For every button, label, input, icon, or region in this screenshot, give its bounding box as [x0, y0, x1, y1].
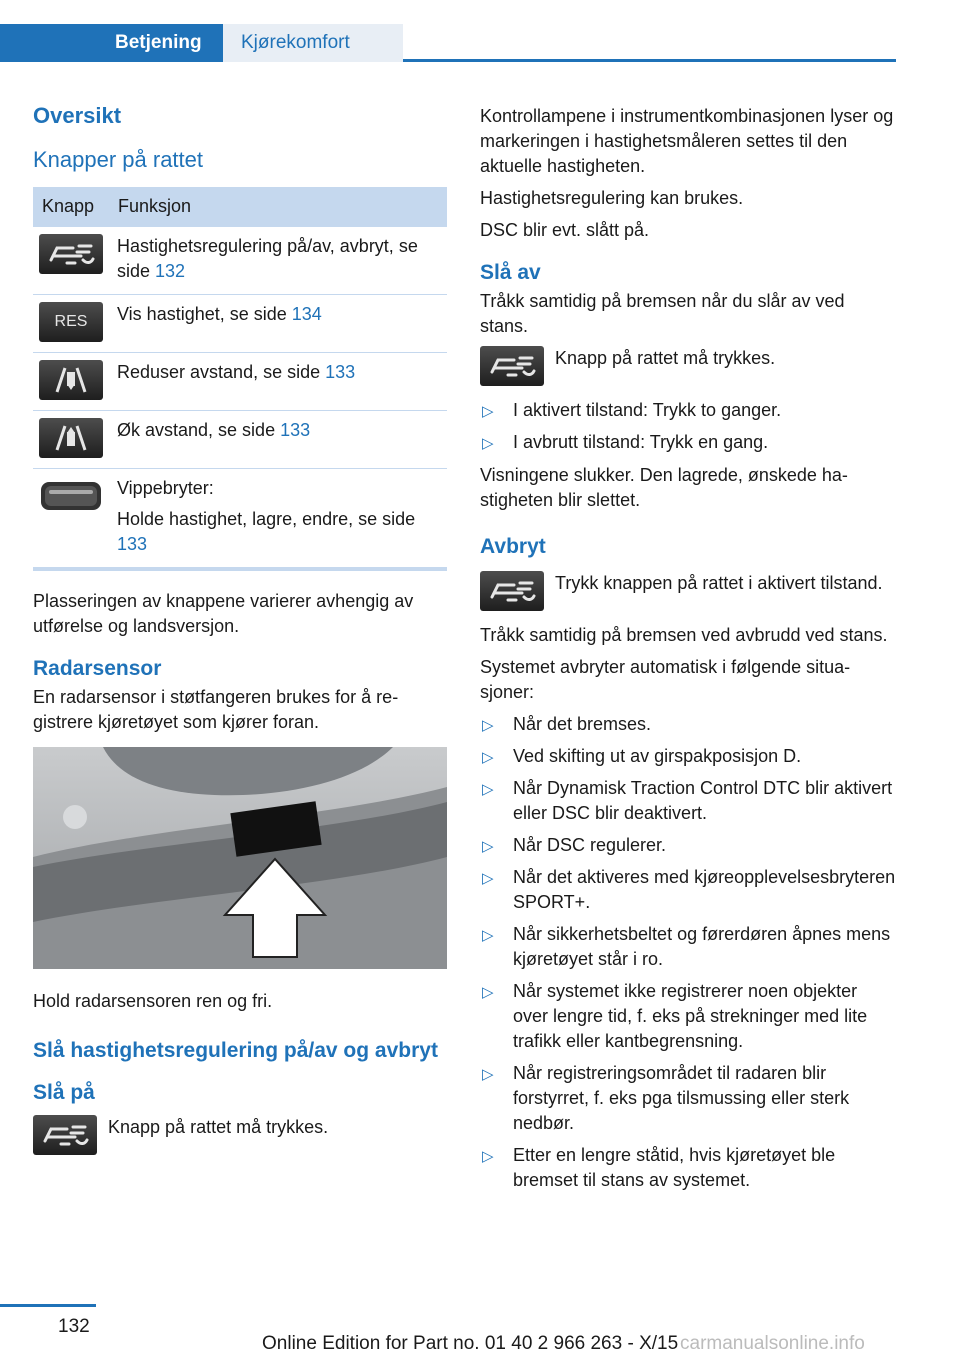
- cancel-auto-text: Systemet avbryter automatisk i følgende situasjoner:: [480, 657, 851, 702]
- header-tabs: [0, 24, 896, 62]
- cruise-control-icon: [39, 234, 103, 274]
- table-row: [33, 352, 447, 410]
- list-item: ▷ Når det aktiveres med kjøreopplevelsesbryteren SPORT+.: [482, 867, 896, 912]
- table-row: [33, 226, 447, 294]
- turn-off-list: [480, 398, 896, 455]
- reduce-distance-icon: [39, 360, 103, 400]
- list-item: ▷ Ved skifting ut av girspakposisjon D.: [480, 744, 896, 769]
- triangle-bullet-icon: ▷: [482, 838, 494, 855]
- table-cell: Reduser avstand, se side 133: [115, 352, 447, 410]
- list-item: ▷ Når sikkerhetsbeltet og førerdøren åpnes mens kjøretøyet står i ro.: [482, 924, 891, 969]
- turn-off-row: [480, 346, 896, 386]
- list-item: ▷ Når DSC regulerer.: [480, 833, 896, 858]
- cruise-control-icon: [33, 1115, 97, 1155]
- edition-note: Online Edition for Part no. 01 40 2 966 263 - X/15: [262, 1333, 679, 1354]
- radar-text: En radarsensor i støtfangeren brukes for å registrere kjøretøyet som kjører foran.: [33, 686, 399, 732]
- page-number: 132: [58, 1316, 90, 1337]
- turn-off-heading: Slå av: [480, 261, 541, 284]
- triangle-bullet-icon: ▷: [482, 1066, 494, 1083]
- table-cell: Øk avstand, se side 133: [115, 410, 447, 468]
- cruise-control-icon: [480, 346, 544, 386]
- column-header-knapp: Knapp: [33, 187, 115, 226]
- turn-off-icon-text: Knapp på rattet må trykkes.: [555, 348, 776, 368]
- list-item: ▷ Når registreringsområdet til radaren blir forstyrret, f. eks pga tilsmussing eller sterk nedbør.: [482, 1063, 850, 1133]
- triangle-bullet-icon: ▷: [482, 781, 494, 798]
- indicator-text: Kontrollampene i instrumentkombinasjonen lyser og markeringen i hastighetsmåleren settes til den aktuelle hastigheten.: [480, 106, 894, 176]
- cruise-control-icon: [480, 571, 544, 611]
- turn-on-row: [33, 1115, 447, 1155]
- res-button-icon: RES: [39, 302, 103, 342]
- increase-distance-icon: [39, 418, 103, 458]
- table-row: [33, 468, 447, 569]
- placement-note: Plasseringen av knappene varierer avhengig av utførelse og landsversjon.: [33, 590, 414, 636]
- table-row: [33, 294, 447, 352]
- triangle-bullet-icon: ▷: [482, 717, 494, 734]
- cancel-list: [480, 712, 896, 1193]
- list-item: ▷ Når det bremses.: [480, 712, 896, 737]
- page-reference-link[interactable]: 133: [280, 419, 311, 440]
- cancel-brake-text: Tråkk samtidig på bremsen ved avbrudd ved stans.: [480, 625, 888, 645]
- triangle-bullet-icon: ▷: [482, 435, 494, 452]
- buttons-table: [33, 187, 447, 571]
- triangle-bullet-icon: ▷: [482, 749, 494, 766]
- turn-on-heading: Slå på: [33, 1080, 95, 1104]
- table-cell: Hastighetsregulering på/av, avbryt, se side 132: [115, 226, 447, 294]
- table-cell: Vippebryter: Holde hastighet, lagre, endre, se side 133: [115, 468, 447, 569]
- page-reference-link[interactable]: 133: [117, 533, 148, 554]
- hold-clean-text: Hold radarsensoren ren og fri.: [33, 990, 273, 1011]
- column-header-funksjon: Funksjon: [115, 187, 447, 226]
- turn-off-text: Tråkk samtidig på bremsen når du slår av ved stans.: [480, 291, 845, 336]
- turn-on-text: Knapp på rattet må trykkes.: [108, 1116, 329, 1137]
- triangle-bullet-icon: ▷: [482, 870, 494, 887]
- tab-betjening[interactable]: Betjening: [0, 24, 223, 62]
- triangle-bullet-icon: ▷: [482, 984, 494, 1001]
- cruise-usable-text: Hastighetsregulering kan brukes.: [480, 188, 744, 208]
- table-row: [33, 410, 447, 468]
- table-header: [33, 187, 447, 226]
- cancel-row: [480, 571, 896, 611]
- right-column: [480, 104, 896, 1201]
- page-reference-link[interactable]: 133: [325, 361, 356, 382]
- list-item: ▷ Når systemet ikke registrerer noen objekter over lengre tid, f. eks på strekninger med lite trafikk eller kantbegrensning.: [482, 981, 868, 1051]
- triangle-bullet-icon: ▷: [482, 927, 494, 944]
- radar-sensor-image: [33, 747, 447, 969]
- list-item: ▷ I avbrutt tilstand: Trykk en gang.: [480, 430, 896, 455]
- cancel-heading: Avbryt: [480, 535, 546, 558]
- triangle-bullet-icon: ▷: [482, 403, 494, 420]
- radar-heading: Radarsensor: [33, 656, 162, 680]
- watermark: carmanualsonline.info: [680, 1333, 865, 1354]
- list-item: ▷ Når Dynamisk Traction Control DTC blir aktivert eller DSC blir deaktivert.: [482, 778, 893, 823]
- list-item: ▷ Etter en lengre ståtid, hvis kjøretøyet ble bremset til stans av systemet.: [482, 1145, 836, 1190]
- table-cell: Vis hastighet, se side 134: [115, 294, 447, 352]
- cancel-icon-text: Trykk knappen på rattet i aktivert tilstand.: [555, 573, 883, 593]
- left-column: [33, 95, 447, 1167]
- footer-divider: [0, 1304, 96, 1307]
- rocker-switch-icon: [39, 476, 103, 516]
- page-reference-link[interactable]: 132: [155, 260, 186, 281]
- section-subtitle: Knapper på rattet: [33, 147, 204, 172]
- section-heading: Slå hastighetsregulering på/av og avbryt: [33, 1038, 438, 1062]
- page-reference-link[interactable]: 134: [291, 303, 322, 324]
- tab-kjorekomfort[interactable]: Kjørekomfort: [223, 24, 403, 62]
- list-item: ▷ I aktivert tilstand: Trykk to ganger.: [480, 398, 896, 423]
- page-title: Oversikt: [33, 103, 122, 128]
- dsc-text: DSC blir evt. slått på.: [480, 220, 650, 240]
- triangle-bullet-icon: ▷: [482, 1148, 494, 1165]
- turn-off-after-text: Visningene slukker. Den lagrede, ønskede hastigheten blir slettet.: [480, 465, 848, 510]
